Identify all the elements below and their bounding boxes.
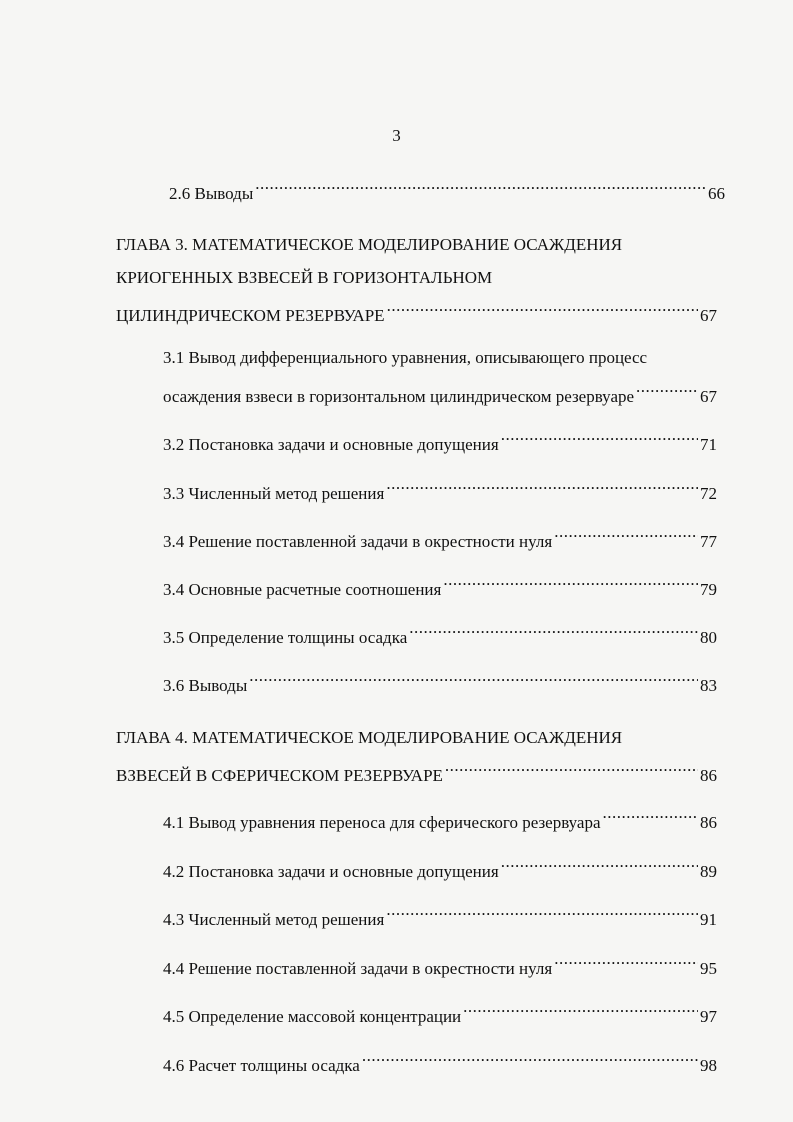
toc-entry-2-6[interactable]: [169, 177, 725, 205]
toc-leader-dots: [387, 299, 698, 321]
toc-leader-dots: [409, 621, 698, 643]
toc-entry-3-1-line1[interactable]: 3.1 Вывод дифференциального уравнения, описывающего процесс: [163, 348, 648, 367]
toc-leader-dots: [443, 573, 698, 595]
chapter-3-title-line1[interactable]: ГЛАВА 3. МАТЕМАТИЧЕСКОЕ МОДЕЛИРОВАНИЕ ОСАЖДЕНИЯ: [116, 235, 623, 254]
toc-leader-dots: [386, 903, 698, 925]
toc-leader-dots: [255, 177, 706, 199]
toc-entry-page: 80: [700, 628, 717, 647]
toc-leader-dots: [554, 952, 698, 974]
toc-entry-title: 4.3 Численный метод решения: [163, 910, 385, 929]
toc-leader-dots: [362, 1049, 698, 1071]
toc-entry-page: 79: [700, 580, 717, 599]
chapter-3-title-line2[interactable]: КРИОГЕННЫХ ВЗВЕСЕЙ В ГОРИЗОНТАЛЬНОМ: [116, 268, 493, 287]
toc-entry-chapter-4[interactable]: [116, 759, 717, 787]
toc-leader-dots: [249, 669, 698, 691]
toc-entry-page: 98: [700, 1056, 717, 1075]
toc-entry-page: 95: [700, 959, 717, 978]
toc-entry-title: 3.2 Постановка задачи и основные допущения: [163, 435, 499, 454]
toc-entry-3-4-zero[interactable]: [163, 525, 717, 553]
toc-leader-dots: [501, 428, 698, 450]
toc-entry-title: 3.4 Решение поставленной задачи в окрестности нуля: [163, 532, 553, 551]
toc-entry-page: 86: [700, 766, 717, 785]
toc-entry-title: 4.5 Определение массовой концентрации: [163, 1007, 462, 1026]
toc-entry-3-5[interactable]: [163, 621, 717, 649]
toc-entry-4-6[interactable]: [163, 1049, 717, 1077]
toc-entry-4-3[interactable]: [163, 903, 717, 931]
toc-leader-dots: [636, 380, 698, 402]
toc-entry-title: 3.5 Определение толщины осадка: [163, 628, 408, 647]
toc-entry-page: 86: [700, 813, 717, 832]
toc-leader-dots: [554, 525, 698, 547]
toc-entry-title: 4.4 Решение поставленной задачи в окрестности нуля: [163, 959, 553, 978]
toc-entry-3-1[interactable]: [163, 380, 717, 408]
toc-leader-dots: [603, 806, 698, 828]
toc-entry-4-2[interactable]: [163, 855, 717, 883]
toc-entry-page: 77: [700, 532, 717, 551]
toc-entry-page: 66: [708, 184, 725, 203]
toc-entry-title: 3.6 Выводы: [163, 676, 248, 695]
toc-entry-3-6[interactable]: [163, 669, 717, 697]
toc-entry-chapter-3[interactable]: [116, 299, 717, 327]
toc-entry-page: 97: [700, 1007, 717, 1026]
toc-entry-4-1[interactable]: [163, 806, 717, 834]
toc-entry-page: 91: [700, 910, 717, 929]
toc-entry-3-2[interactable]: [163, 428, 717, 456]
toc-entry-page: 83: [700, 676, 717, 695]
toc-entry-page: 67: [700, 306, 717, 325]
toc-entry-title: 3.4 Основные расчетные соотношения: [163, 580, 442, 599]
chapter-3-title-line3: ЦИЛИНДРИЧЕСКОМ РЕЗЕРВУАРЕ: [116, 306, 385, 325]
toc-entry-title: 4.2 Постановка задачи и основные допущения: [163, 862, 499, 881]
chapter-4-title-line2: ВЗВЕСЕЙ В СФЕРИЧЕСКОМ РЕЗЕРВУАРЕ: [116, 766, 443, 785]
toc-entry-title: 4.1 Вывод уравнения переноса для сферического резервуара: [163, 813, 601, 832]
chapter-4-title-line1[interactable]: ГЛАВА 4. МАТЕМАТИЧЕСКОЕ МОДЕЛИРОВАНИЕ ОСАЖДЕНИЯ: [116, 728, 623, 747]
toc-entry-title: 2.6 Выводы: [169, 184, 254, 203]
toc-leader-dots: [386, 477, 698, 499]
toc-leader-dots: [501, 855, 698, 877]
toc-entry-3-4-relations[interactable]: [163, 573, 717, 601]
toc-entry-4-5[interactable]: [163, 1000, 717, 1028]
toc-entry-title: осаждения взвеси в горизонтальном цилиндрическом резервуаре: [163, 387, 635, 406]
toc-leader-dots: [463, 1000, 698, 1022]
page-number: 3: [392, 126, 401, 145]
toc-leader-dots: [445, 759, 698, 781]
toc-entry-title: 4.6 Расчет толщины осадка: [163, 1056, 360, 1075]
toc-entry-page: 72: [700, 484, 717, 503]
toc-entry-title: 3.3 Численный метод решения: [163, 484, 385, 503]
toc-entry-4-4[interactable]: [163, 952, 717, 980]
toc-entry-page: 67: [700, 387, 717, 406]
toc-entry-page: 71: [700, 435, 717, 454]
toc-entry-page: 89: [700, 862, 717, 881]
toc-entry-3-3[interactable]: [163, 477, 717, 505]
